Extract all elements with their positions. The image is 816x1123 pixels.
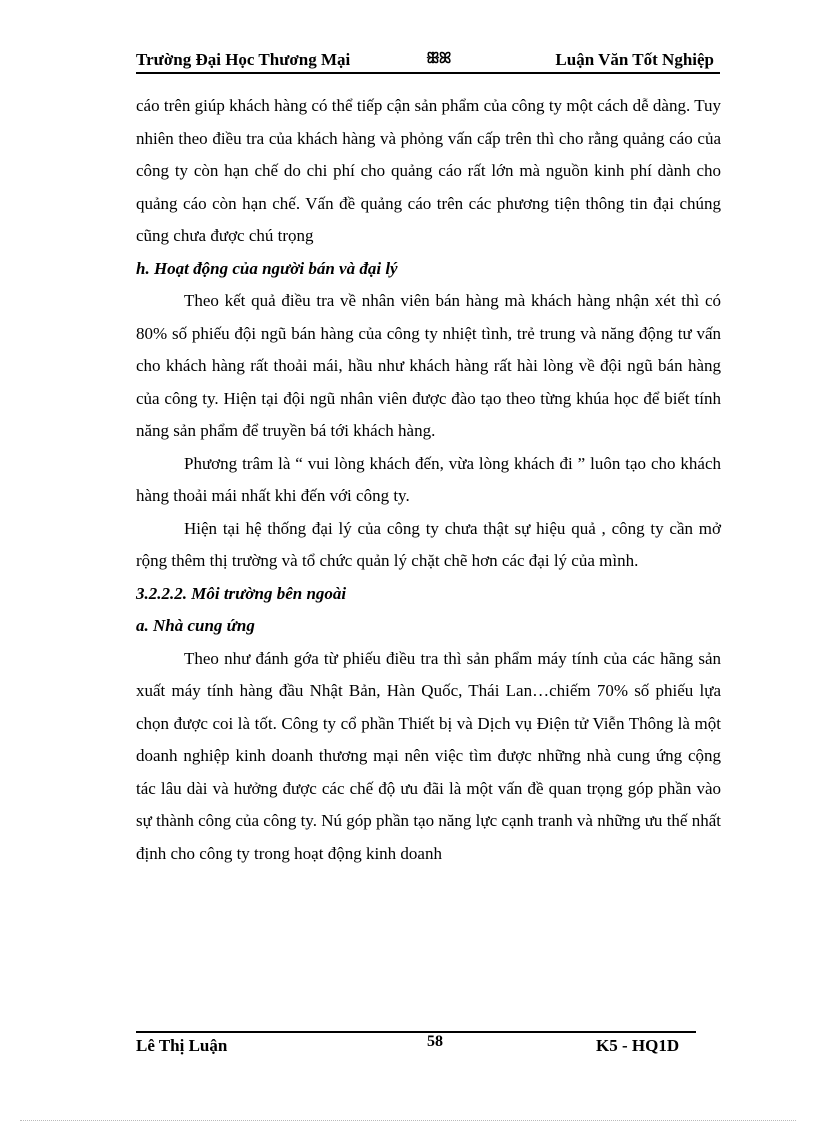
page-edge-divider (20, 1120, 796, 1121)
heading-suppliers: a. Nhà cung ứng (136, 616, 255, 635)
heading-external-environment: 3.2.2.2. Môi trường bên ngoài (136, 583, 347, 603)
paragraph-motto: Phương trâm là “ vui lòng khách đến, vừa lòng khách đi ” luôn tạo cho khách hàng thoải mái nhất khi đến với công ty. (136, 453, 721, 505)
page-content (136, 90, 721, 870)
page-number: 58 (427, 1033, 443, 1050)
heading-sales-agents: h. Hoạt động của người bán và đại lý (136, 258, 398, 278)
paragraph-sales-staff: Theo kết quả điều tra về nhân viên bán hàng mà khách hàng nhận xét thì có 80% số phiếu đội ngũ bán hàng của công ty nhiệt tình, trẻ trung và năng động tư vấn cho khách hàng rất thoải mái, hầu như khách hàng rất hài lòng về đội ngũ bán hàng của công ty. Hiện tại đội ngũ nhân viên được đào tạo theo từng khúa học để biết tính năng sản phẩm để truyền bá tới khách hàng. (136, 291, 721, 440)
footer-class: K5 - HQ1D (596, 1036, 680, 1055)
footer-divider (136, 1031, 696, 1033)
header-ornament-icon: ꕥꕤ (426, 51, 451, 67)
footer-author: Lê Thị Luận (136, 1036, 228, 1055)
paragraph-agent-system: Hiện tại hệ thống đại lý của công ty chưa thật sự hiệu quả , công ty cần mở rộng thêm thị trường và tổ chức quản lý chặt chẽ hơn các đại lý của mình. (136, 518, 721, 570)
paragraph-advertising: cáo trên giúp khách hàng có thể tiếp cận sản phẩm của công ty một cách dễ dàng. Tuy nhiên theo điều tra của khách hàng và phỏng vấn cấp trên thì cho rằng quảng cáo của công ty còn hạn chế do chi phí cho quảng cáo rất lớn mà nguồn kinh phí dành cho quảng cáo còn hạn chế. Vấn đề quảng cáo trên các phương tiện thông tin đại chúng cũng chưa được chú trọng (136, 96, 721, 245)
page-header (136, 48, 720, 74)
paragraph-suppliers: Theo như đánh gớa từ phiếu điều tra thì sản phẩm máy tính của các hãng sản xuất máy tính hàng đầu Nhật Bản, Hàn Quốc, Thái Lan…chiếm 70% số phiếu lựa chọn được coi là tốt. Công ty cổ phần Thiết bị và Dịch vụ Điện tử Viễn Thông là một doanh nghiệp kinh doanh thương mại nên việc tìm được những nhà cung ứng cộng tác lâu dài và hưởng được các chế độ ưu đãi là một vấn đề quan trọng góp phần vào sự thành công của công ty. Nú góp phần tạo năng lực cạnh tranh và những ưu thế nhất định cho công ty trong hoạt động kinh doanh (136, 648, 721, 863)
header-university: Trường Đại Học Thương Mại (136, 50, 351, 69)
header-thesis-title: Luận Văn Tốt Nghiệp (555, 50, 714, 69)
